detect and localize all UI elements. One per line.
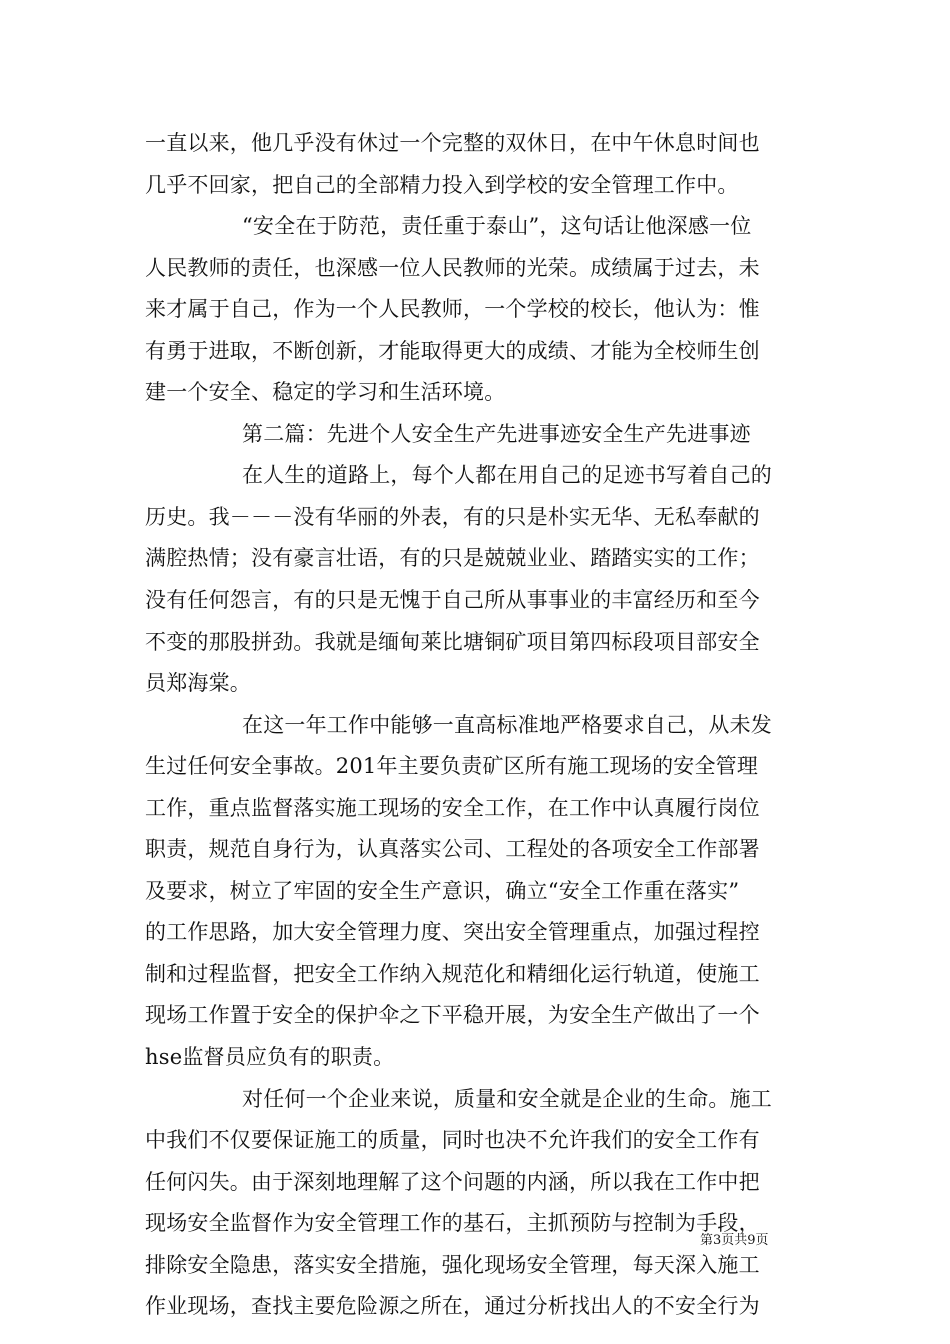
- text-line: 建一个安全、稳定的学习和生活环境。: [145, 380, 506, 405]
- text-line: 职责，规范自身行为，认真落实公司、工程处的各项安全工作部署: [145, 837, 760, 862]
- paragraph-start-line: “安全在于防范，责任重于泰山”，这句话让他深感一位: [242, 214, 752, 239]
- text-line: 历史。我－－－没有华丽的外表，有的只是朴实无华、无私奉献的: [145, 504, 760, 529]
- text-line: 几乎不回家，把自己的全部精力投入到学校的安全管理工作中。: [145, 172, 739, 197]
- text-line: 及要求，树立了牢固的安全生产意识，确立“安全工作重在落实”: [145, 878, 740, 903]
- text-line: hse监督员应负有的职责。: [145, 1045, 395, 1070]
- text-line: 排除安全隐患，落实安全措施，强化现场安全管理，每天深入施工: [145, 1252, 760, 1277]
- text-line: 没有任何怨言，有的只是无愧于自己所从事事业的丰富经历和至今: [145, 588, 760, 613]
- text-line: 工作，重点监督落实施工现场的安全工作，在工作中认真履行岗位: [145, 795, 760, 820]
- paragraph-start-line: 在人生的道路上，每个人都在用自己的足迹书写着自己的: [242, 463, 772, 488]
- text-line: 生过任何安全事故。201年主要负责矿区所有施工现场的安全管理: [145, 754, 759, 779]
- page-number-footer: 第3页共9页: [700, 1233, 769, 1248]
- section-heading: 第二篇：先进个人安全生产先进事迹安全生产先进事迹: [242, 421, 751, 446]
- text-line: 员郑海棠。: [145, 671, 251, 696]
- paragraph-start-line: 在这一年工作中能够一直高标准地严格要求自己，从未发: [242, 712, 772, 737]
- text-line: 中我们不仅要保证施工的质量，同时也决不允许我们的安全工作有: [145, 1128, 760, 1153]
- text-line: 来才属于自己，作为一个人民教师，一个学校的校长，他认为：惟: [145, 297, 760, 322]
- text-line: 作业现场，查找主要危险源之所在，通过分析找出人的不安全行为: [145, 1294, 760, 1319]
- text-line: 现场工作置于安全的保护伞之下平稳开展，为安全生产做出了一个: [145, 1003, 760, 1028]
- text-line: 满腔热情；没有豪言壮语，有的只是兢兢业业、踏踏实实的工作；: [145, 546, 760, 571]
- text-line: 不变的那股拼劲。我就是缅甸莱比塘铜矿项目第四标段项目部安全: [145, 629, 760, 654]
- text-line: 有勇于进取，不断创新，才能取得更大的成绩、才能为全校师生创: [145, 338, 760, 363]
- text-line: 一直以来，他几乎没有休过一个完整的双休日，在中午休息时间也: [145, 131, 760, 155]
- text-line: 现场安全监督作为安全管理工作的基石，主抓预防与控制为手段，: [145, 1211, 760, 1236]
- document-body: [145, 123, 810, 1328]
- text-line: 任何闪失。由于深刻地理解了这个问题的内涵，所以我在工作中把: [145, 1169, 760, 1194]
- text-line: 人民教师的责任，也深感一位人民教师的光荣。成绩属于过去，未: [145, 255, 760, 280]
- paragraph-start-line: 对任何一个企业来说，质量和安全就是企业的生命。施工: [242, 1086, 772, 1111]
- text-line: 制和过程监督，把安全工作纳入规范化和精细化运行轨道，使施工: [145, 961, 760, 986]
- text-line: 的工作思路，加大安全管理力度、突出安全管理重点，加强过程控: [145, 920, 760, 945]
